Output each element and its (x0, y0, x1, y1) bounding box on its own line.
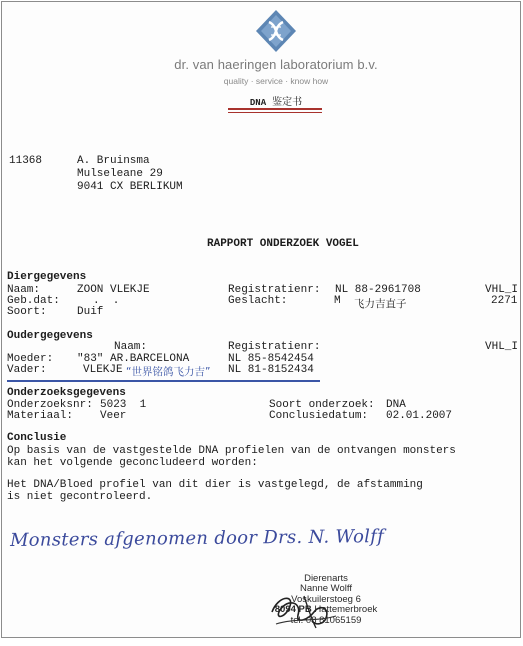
parents-name-column: Naam: (114, 341, 148, 353)
lab-tagline: quality · service · know how (223, 76, 329, 86)
parents-heading: Oudergegevens (7, 330, 93, 342)
lab-logo-icon (256, 10, 296, 52)
stamp-phone: tel. 08 81065159 (290, 614, 362, 626)
conclusion-line: Op basis van de vastgestelde DNA profielen van de ontvangen monsters (7, 445, 456, 457)
header-rule-top (228, 108, 322, 110)
father-chinese-note: “世界铭鸽飞力吉” (126, 366, 211, 378)
conclusion-line: Het DNA/Bloed profiel van dit dier is vastgelegd, de afstamming (7, 479, 423, 491)
investigation-number: 5023 1 (100, 399, 147, 411)
stamp-town: Hattemerbroek (314, 604, 378, 616)
animal-chinese-name: 飞力吉直子 (354, 298, 407, 310)
signature-scribble-icon (264, 588, 348, 632)
client-number: 11368 (9, 155, 43, 167)
animal-name: ZOON VLEKJE (77, 284, 150, 296)
client-street: Mulseleane 29 (77, 168, 163, 180)
investigation-number-label: Onderzoeksnr: (7, 399, 93, 411)
stamp-postcode: 8094 PB (274, 604, 312, 616)
mother-label: Moeder: (7, 353, 54, 365)
investigation-type: DNA (386, 399, 406, 411)
animal-lab-ref-2: 2271 (491, 295, 518, 307)
mother-name: "83" AR.BARCELONA (77, 353, 190, 365)
conclusion-heading: Conclusie (7, 432, 67, 444)
client-name: A. Bruinsma (77, 155, 150, 167)
stamp-title: Dierenarts (304, 573, 348, 584)
lab-name: dr. van haeringen laboratorium b.v. (174, 57, 378, 72)
investigation-date: 02.01.2007 (386, 410, 453, 422)
investigation-heading: Onderzoeksgegevens (7, 387, 126, 399)
investigation-material-label: Materiaal: (7, 410, 74, 422)
document-page (1, 1, 521, 638)
stamp-name: Nanne Wolff (300, 583, 352, 595)
animal-birth-label: Geb.dat: (7, 295, 60, 307)
father-reg: NL 81-8152434 (228, 364, 314, 376)
animal-species: Duif (77, 306, 104, 318)
stamp-street: Voskuilerstoeg 6 (291, 593, 361, 605)
conclusion-line: kan het volgende geconcludeerd worden: (7, 457, 258, 469)
investigation-type-label: Soort onderzoek: (269, 399, 375, 411)
conclusion-line: is niet gecontroleerd. (7, 491, 153, 503)
animal-species-label: Soort: (7, 306, 47, 318)
animal-reg: NL 88-2961708 (335, 284, 421, 296)
animal-lab-ref: VHL_I (485, 284, 519, 296)
document-label-cjk: 鉴定书 (272, 97, 303, 108)
document-label (176, 93, 376, 108)
investigation-date-label: Conclusiedatum: (269, 410, 369, 422)
report-title: RAPPORT ONDERZOEK VOGEL (207, 238, 359, 250)
animal-reg-label: Registratienr: (228, 284, 321, 296)
animal-sex: M (334, 295, 341, 307)
document-label-latin: DNA (249, 98, 267, 108)
mother-reg: NL 85-8542454 (228, 353, 314, 365)
parents-lab-ref: VHL_I (485, 341, 519, 353)
animal-sex-label: Geslacht: (228, 295, 288, 307)
parents-reg-column: Registratienr: (228, 341, 321, 353)
father-label: Vader: (7, 364, 47, 376)
animal-birth: . . (93, 295, 120, 307)
handwritten-note: Monsters afgenomen door Drs. N. Wolff (9, 526, 385, 551)
father-underline (7, 380, 320, 382)
animal-heading: Diergegevens (7, 271, 87, 283)
animal-name-label: Naam: (7, 284, 41, 296)
investigation-material: Veer (100, 410, 127, 422)
client-city: 9041 CX BERLIKUM (77, 181, 183, 193)
father-name: VLEKJE (83, 364, 123, 376)
header-rule-bottom (228, 112, 322, 114)
